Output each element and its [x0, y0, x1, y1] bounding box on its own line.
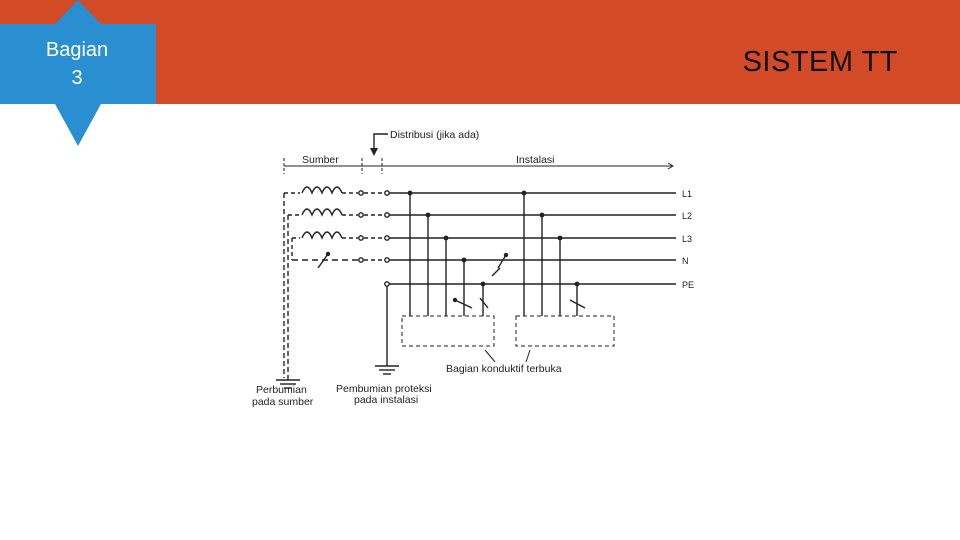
- badge-line-1: Bagian: [45, 39, 109, 61]
- tt-system-diagram: [240, 118, 710, 418]
- page-title: SISTEM TT: [742, 46, 898, 78]
- label-l1: L1: [682, 189, 693, 199]
- badge-line-2: 3: [71, 67, 83, 89]
- label-instalasi: Instalasi: [516, 154, 555, 166]
- label-pembumian-2: pada instalasi: [354, 394, 419, 406]
- label-perbumian-2: pada sumber: [252, 396, 314, 408]
- label-distribusi: Distribusi (jika ada): [390, 129, 480, 141]
- label-l3: L3: [682, 234, 693, 244]
- label-n: N: [682, 256, 689, 266]
- label-pembumian-1: Pembumian proteksi: [336, 383, 432, 395]
- label-pe: PE: [682, 280, 695, 290]
- label-perbumian-1: Perbumian: [256, 384, 307, 396]
- label-bagian-konduktif: Bagian konduktif terbuka: [446, 363, 562, 375]
- label-sumber: Sumber: [302, 154, 339, 166]
- label-l2: L2: [682, 211, 693, 221]
- section-badge: [22, 36, 132, 92]
